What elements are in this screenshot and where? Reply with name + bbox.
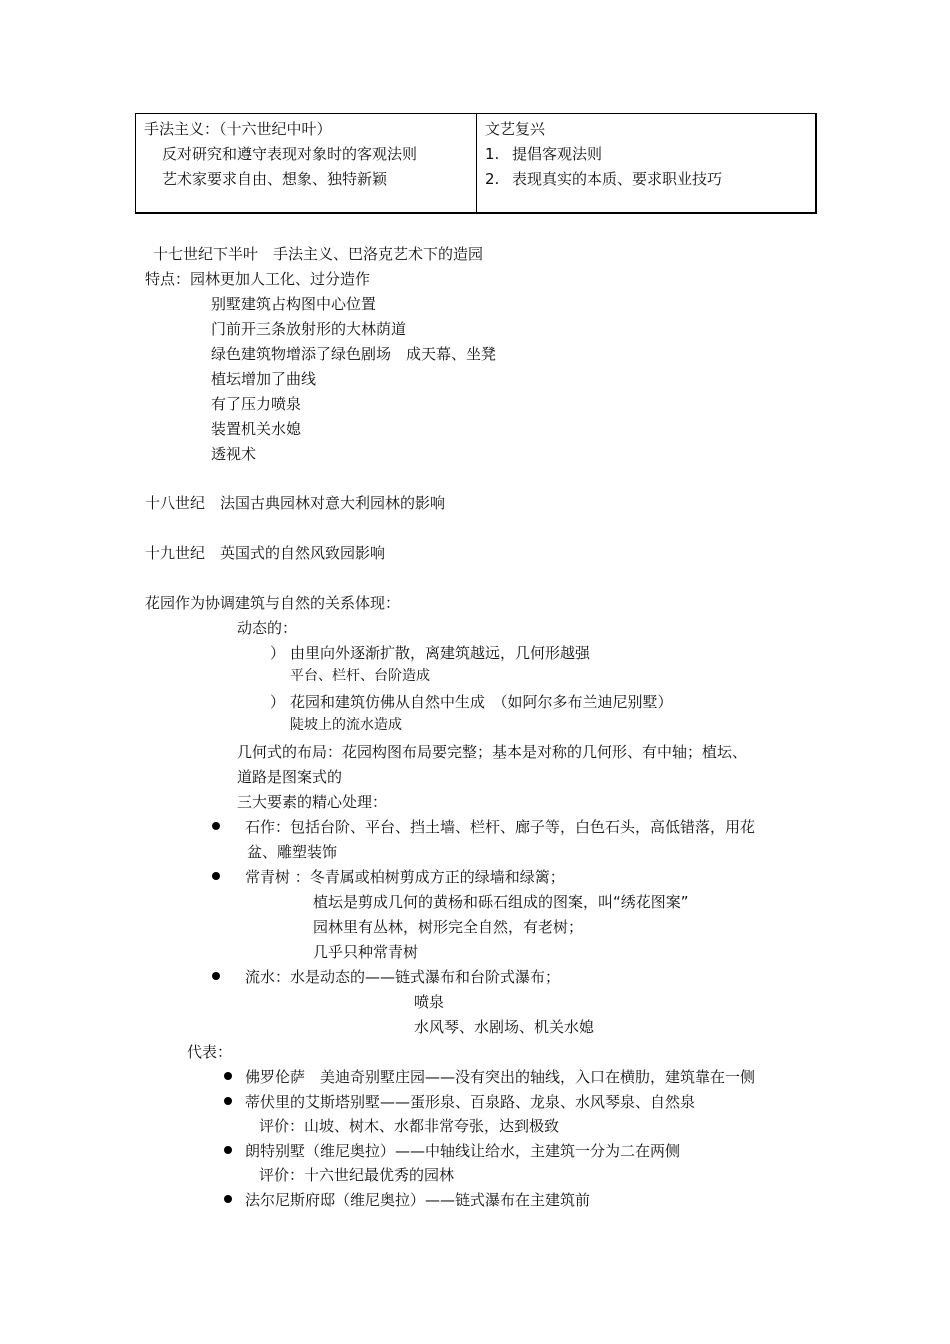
water-line: 水风琴、水剧场、机关水媳 (414, 1018, 595, 1036)
dynamic-note: 陡坡上的流水造成 (290, 717, 402, 733)
three-elements-heading: 三大要素的精心处理： (237, 793, 388, 811)
feature-item: 绿色建筑物增添了绿色剧场 成天幕、坐凳 (211, 345, 497, 363)
dynamic-marker: ） (270, 693, 286, 711)
bullet-icon (224, 1097, 232, 1105)
comparison-table (135, 113, 817, 214)
mannerism-line: 艺术家要求自由、想象、独特新颖 (162, 170, 388, 188)
feature-item: 装置机关水媳 (211, 420, 302, 438)
representative-item: 蒂伏里的艾斯塔别墅——蛋形泉、百泉路、龙泉、水风琴泉、自然泉 (245, 1093, 696, 1111)
renaissance-item: 表现真实的本质、要求职业技巧 (512, 170, 723, 188)
section-17-heading: 十七世纪下半叶 手法主义、巴洛克艺术下的造园 (153, 245, 484, 263)
feature-item: 植坛增加了曲线 (211, 370, 317, 388)
representative-item: 佛罗伦萨 美迪奇别墅庄园——没有突出的轴线，入口在横肋，建筑靠在一侧 (245, 1068, 756, 1086)
geometric-layout-cont: 道路是图案式的 (237, 768, 343, 786)
renaissance-item-num: 1. (485, 145, 500, 163)
mannerism-line: 反对研究和遵守表现对象时的客观法则 (162, 145, 418, 163)
evergreen-line: 植坛是剪成几何的黄杨和砾石组成的图案，叫“绣花图案” (313, 893, 689, 911)
geometric-layout: 几何式的布局：花园构图布局要完整；基本是对称的几何形、有中轴；植坛、 (237, 743, 748, 761)
renaissance-item: 提倡客观法则 (512, 145, 603, 163)
representative-item: 朗特别墅（维尼奥拉）——中轴线让给水，主建筑一分为二在两侧 (245, 1142, 681, 1160)
feature-item: 别墅建筑占构图中心位置 (211, 295, 377, 313)
dynamic-item: 花园和建筑仿佛从自然中生成 （如阿尔多布兰迪尼别墅） (290, 693, 673, 711)
mannerism-title: 手法主义：（十六世纪中叶） (144, 120, 332, 138)
features-label: 特点：园林更加人工化、过分造作 (145, 270, 371, 288)
dynamic-marker: ） (270, 644, 286, 662)
renaissance-item-num: 2. (485, 170, 500, 188)
representative-item: 法尔尼斯府邸（维尼奥拉）——链式瀑布在主建筑前 (245, 1191, 591, 1209)
evaluation: 评价：十六世纪最优秀的园林 (259, 1166, 455, 1184)
stone-work: 石作：包括台阶、平台、挡土墙、栏杆、廊子等，白色石头，高低错落，用花 (245, 818, 756, 836)
garden-heading: 花园作为协调建筑与自然的关系体现： (145, 594, 401, 612)
section-18: 十八世纪 法国古典园林对意大利园林的影响 (145, 494, 446, 512)
evergreen: 常青树 ：冬青属或柏树剪成方正的绿墙和绿篱； (245, 868, 565, 886)
bullet-icon (212, 972, 220, 980)
representatives-label: 代表： (187, 1043, 233, 1061)
bullet-icon (212, 822, 220, 830)
flowing-water: 流水：水是动态的——链式瀑布和台阶式瀑布； (245, 968, 561, 986)
evaluation: 评价：山坡、树木、水都非常夸张，达到极致 (259, 1117, 560, 1135)
dynamic-note: 平台、栏杆、台阶造成 (290, 668, 430, 684)
feature-item: 门前开三条放射形的大林荫道 (211, 320, 407, 338)
bullet-icon (212, 872, 220, 880)
feature-item: 有了压力喷泉 (211, 395, 302, 413)
stone-work-cont: 盆、雕塑装饰 (247, 843, 338, 861)
dynamic-item: 由里向外逐渐扩散，离建筑越远，几何形越强 (290, 644, 591, 662)
bullet-icon (224, 1195, 232, 1203)
section-19: 十九世纪 英国式的自然风致园影响 (145, 544, 386, 562)
evergreen-line: 园林里有丛林，树形完全自然，有老树； (313, 918, 584, 936)
water-line: 喷泉 (414, 993, 445, 1011)
feature-item: 透视术 (211, 445, 257, 463)
bullet-icon (224, 1146, 232, 1154)
bullet-icon (224, 1072, 232, 1080)
evergreen-line: 几乎只种常青树 (313, 943, 419, 961)
renaissance-title: 文艺复兴 (485, 120, 546, 138)
table-divider (476, 114, 477, 212)
dynamic-label: 动态的： (237, 619, 298, 637)
